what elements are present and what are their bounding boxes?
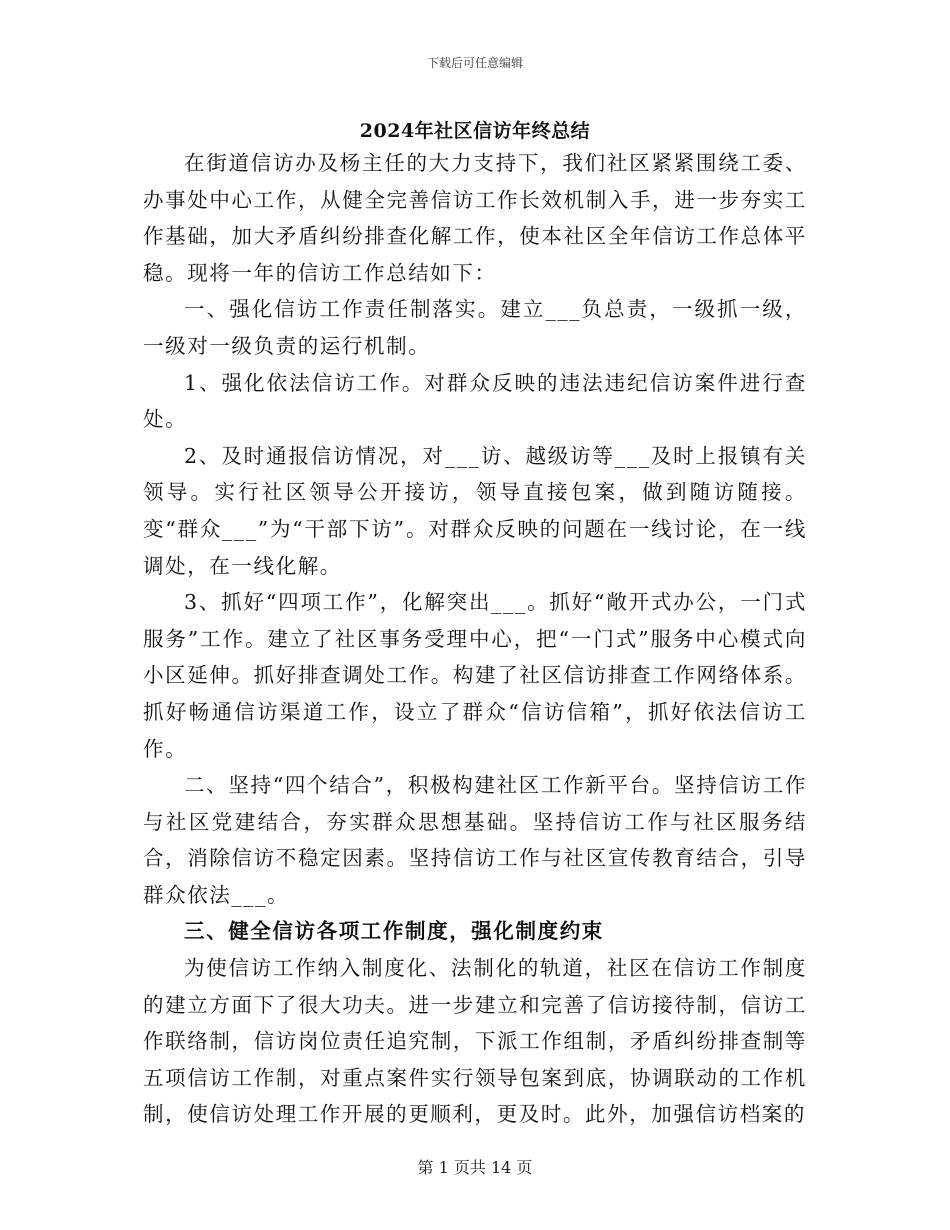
- paragraph-item-3: 3、抓好“四项工作”，化解突出___。抓好“敞开式办公，一门式服务”工作。建立了社区事务受理中心，把“一门式”服务中心模式向小区延伸。抓好排查调处工作。构建了社区信访排查工作网络体系。抓好畅通信访渠道工作，设立了群众“信访信箱”，抓好依法信访工作。: [143, 590, 807, 761]
- header-note: 下载后可任意编辑: [426, 56, 523, 70]
- paragraph-item-2: 2、及时通报信访情况，对___访、越级访等___及时上报镇有关领导。实行社区领导公开接访，领导直接包案，做到随访随接。变“群众___”为“干部下访”。对群众反映的问题在一线讨论，在一线调处，在一线化解。: [143, 443, 807, 578]
- document-title: 2024年社区信访年终总结: [359, 120, 591, 142]
- page-number: 第 1 页共 14 页: [417, 1158, 533, 1177]
- section-3-heading: 三、健全信访各项工作制度，强化制度约束: [184, 919, 604, 944]
- document-body: [143, 145, 807, 1133]
- paragraph-intro: 在街道信访办及杨主任的大力支持下，我们社区紧紧围绕工委、办事处中心工作，从健全完善信访工作长效机制入手，进一步夯实工作基础，加大矛盾纠纷排查化解工作，使本社区全年信访工作总体平稳。现将一年的信访工作总结如下：: [143, 151, 807, 285]
- paragraph-section-1: 一、强化信访工作责任制落实。建立___负总责，一级抓一级，一级对一级负责的运行机制。: [143, 297, 807, 358]
- paragraph-section-2: 二、坚持“四个结合”，积极构建社区工作新平台。坚持信访工作与社区党建结合，夯实群众思想基础。坚持信访工作与社区服务结合，消除信访不稳定因素。坚持信访工作与社区宣传教育结合，引导群众依法___。: [143, 773, 807, 907]
- paragraph-item-1: 1、强化依法信访工作。对群众反映的违法违纪信访案件进行查处。: [143, 370, 807, 432]
- paragraph-section-3-body: 为使信访工作纳入制度化、法制化的轨道，社区在信访工作制度的建立方面下了很大功夫。进一步建立和完善了信访接待制，信访工作联络制，信访岗位责任追究制，下派工作组制，矛盾纠纷排查制等五项信访工作制，对重点案件实行领导包案到底，协调联动的工作机制，使信访处理工作开展的更顺利，更及时。此外，加强信访档案的: [143, 956, 807, 1127]
